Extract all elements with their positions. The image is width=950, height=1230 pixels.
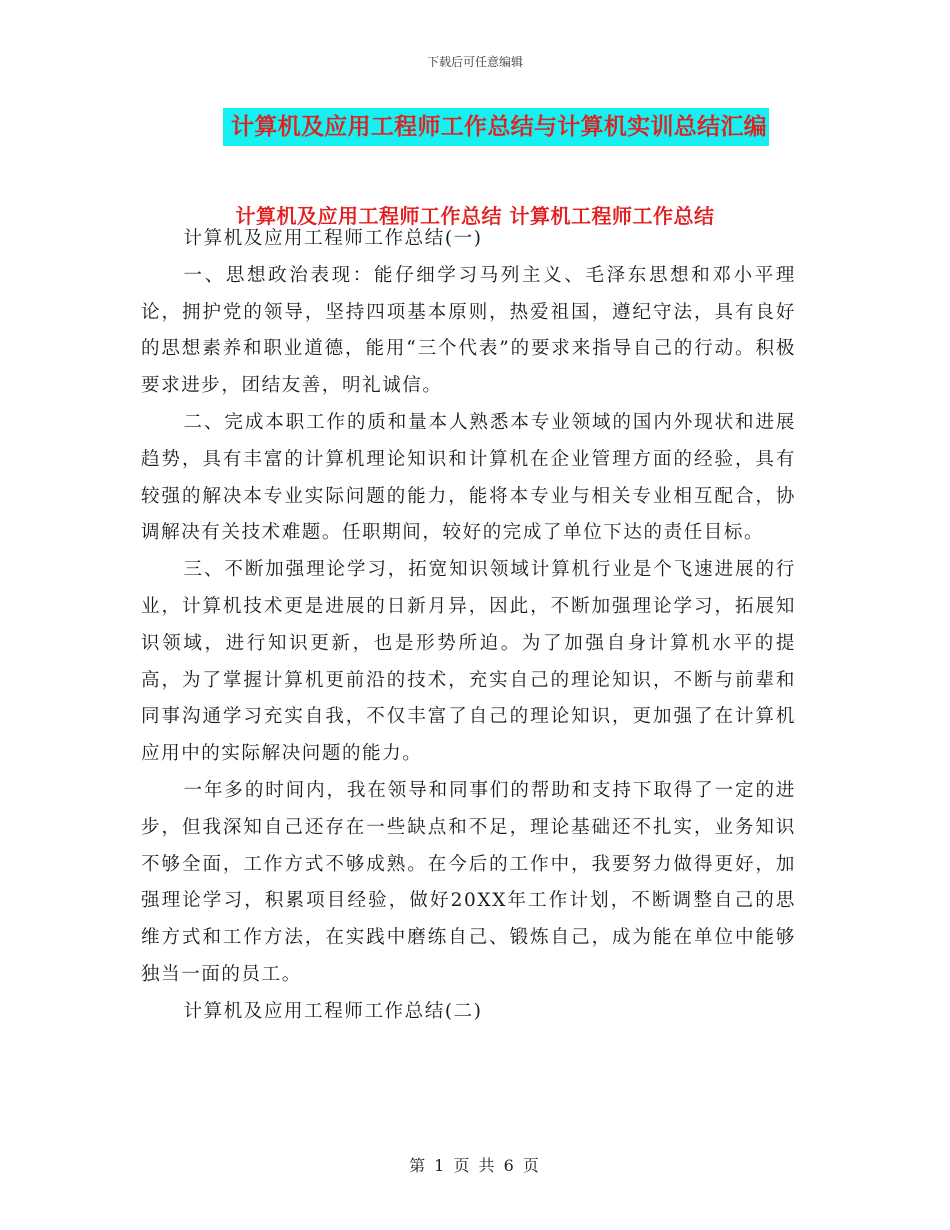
main-title: 计算机及应用工程师工作总结与计算机实训总结汇编 bbox=[223, 108, 769, 146]
page-footer: 第 1 页 共 6 页 bbox=[409, 1156, 541, 1175]
paragraph-political: 一、思想政治表现：能仔细学习马列主义、毛泽东思想和邓小平理论，拥护党的领导，坚持四项基本原则，热爱祖国，遵纪守法，具有良好的思想素养和职业道德，能用“三个代表”的要求来指导自己的行动。积极要求进步，团结友善，明礼诚信。 bbox=[141, 264, 796, 397]
section-heading-2: 计算机及应用工程师工作总结(二) bbox=[183, 1000, 483, 1022]
sub-title: 计算机及应用工程师工作总结 计算机工程师工作总结 bbox=[235, 204, 715, 228]
section-heading-1: 计算机及应用工程师工作总结(一) bbox=[183, 228, 483, 249]
paragraph-summary: 一年多的时间内，我在领导和同事们的帮助和支持下取得了一定的进步，但我深知自己还存在一些缺点和不足，理论基础还不扎实，业务知识不够全面，工作方式不够成熟。在今后的工作中，我要努力做得更好，加强理论学习，积累项目经验，做好20XX年工作计划，不断调整自己的思维方式和工作方法，在实践中磨练自己、锻炼自己，成为能在单位中能够独当一面的员工。 bbox=[141, 779, 796, 985]
header-note: 下载后可任意编辑 bbox=[426, 55, 523, 69]
paragraph-work-quality: 二、完成本职工作的质和量本人熟悉本专业领域的国内外现状和进展趋势，具有丰富的计算机理论知识和计算机在企业管理方面的经验，具有较强的解决本专业实际问题的能力，能将本专业与相关专业相互配合，协调解决有关技术难题。任职期间，较好的完成了单位下达的责任目标。 bbox=[141, 411, 796, 544]
paragraph-theory-study: 三、不断加强理论学习，拓宽知识领域计算机行业是个飞速进展的行业，计算机技术更是进展的日新月异，因此，不断加强理论学习，拓展知识领域，进行知识更新，也是形势所迫。为了加强自身计算机水平的提高，为了掌握计算机更前沿的技术，充实自己的理论知识，不断与前辈和同事沟通学习充实自我，不仅丰富了自己的理论知识，更加强了在计算机应用中的实际解决问题的能力。 bbox=[141, 559, 796, 765]
document-body bbox=[141, 221, 796, 1031]
main-title-container bbox=[0, 108, 950, 146]
